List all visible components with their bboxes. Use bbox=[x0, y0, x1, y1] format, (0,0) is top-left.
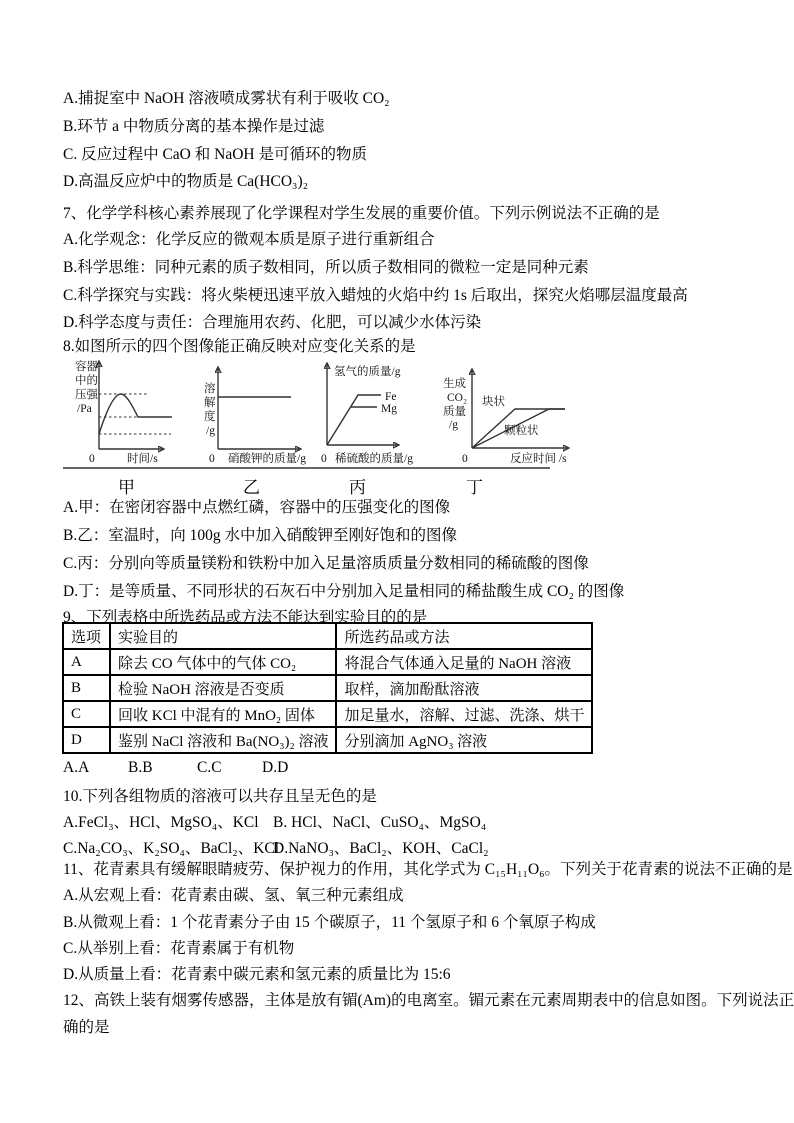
caption-ding: 丁 bbox=[466, 478, 483, 497]
q10-option-a: A.FeCl₃、HCl、MgSO₄、KCl bbox=[63, 814, 259, 831]
q6-option-c: C. 反应过程中 CaO 和 NaOH 是可循环的物质 bbox=[63, 146, 367, 163]
table-row bbox=[63, 701, 592, 727]
q10-stem: 10.下列各组物质的溶液可以共存且呈无色的是 bbox=[63, 788, 377, 805]
table-cell: D bbox=[63, 727, 110, 753]
table-header-purpose: 实验目的 bbox=[110, 623, 336, 649]
q9-answer-a: A.A bbox=[63, 759, 90, 776]
table-cell: B bbox=[63, 675, 110, 701]
yi-ylabel-1: 溶 bbox=[204, 383, 216, 395]
bing-series-mg: Mg bbox=[381, 403, 397, 415]
figure-captions bbox=[0, 473, 794, 497]
q8-option-b: B.乙：室温时，向 100g 水中加入硝酸钾至刚好饱和的图像 bbox=[63, 527, 457, 544]
graph-yi bbox=[204, 368, 306, 465]
q11-option-b: B.从微观上看：1 个花青素分子由 15 个碳原子，11 个氢原子和 6 个氧原子构成 bbox=[63, 914, 596, 931]
q7-option-b: B.科学思维：同种元素的质子数相同，所以质子数相同的微粒一定是同种元素 bbox=[63, 259, 589, 276]
q8-option-d: D.丁：是等质量、不同形状的石灰石中分别加入足量相同的稀盐酸生成 CO₂ 的图像 bbox=[63, 583, 625, 600]
q6-option-b: B.环节 a 中物质分离的基本操作是过滤 bbox=[63, 118, 325, 135]
ding-series-granular: 颗粒状 bbox=[504, 425, 539, 437]
table-row bbox=[63, 727, 592, 753]
ding-ylabel-3: 质量 bbox=[443, 406, 466, 418]
q7-option-d: D.科学态度与责任：合理施用农药、化肥，可以减少水体污染 bbox=[63, 314, 482, 331]
bing-ylabel: 氢气的质量/g bbox=[334, 366, 401, 378]
ding-ylabel-4: /g bbox=[449, 419, 458, 431]
table-cell: 分别滴加 AgNO₃ 溶液 bbox=[336, 727, 592, 753]
table-cell: 取样，滴加酚酞溶液 bbox=[336, 675, 592, 701]
ding-origin: 0 bbox=[462, 453, 468, 465]
ding-ylabel-1: 生成 bbox=[443, 378, 466, 390]
q9-table bbox=[62, 622, 593, 754]
caption-bing: 丙 bbox=[349, 478, 366, 497]
table-cell: 将混合气体通入足量的 NaOH 溶液 bbox=[336, 649, 592, 675]
jia-ylabel-4: /Pa bbox=[77, 403, 92, 415]
q6-option-d: D.高温反应炉中的物质是 Ca(HCO₃)₂ bbox=[63, 173, 309, 190]
q10-option-d: D.NaNO₃、BaCl₂、KOH、CaCl₂ bbox=[273, 840, 489, 857]
yi-ylabel-2: 解 bbox=[204, 397, 216, 409]
q8-stem: 8.如图所示的四个图像能正确反映对应变化关系的是 bbox=[63, 338, 416, 355]
caption-yi: 乙 bbox=[243, 478, 260, 497]
bing-origin: 0 bbox=[321, 453, 327, 465]
table-cell: C bbox=[63, 701, 110, 727]
q8-figure bbox=[63, 356, 573, 468]
q11-option-a: A.从宏观上看：花青素由碳、氢、氧三种元素组成 bbox=[63, 887, 404, 904]
bing-xlabel: 稀硫酸的质量/g bbox=[335, 453, 413, 465]
table-cell: 鉴别 NaCl 溶液和 Ba(NO₃)₂ 溶液 bbox=[110, 727, 336, 753]
q10-option-b: B. HCl、NaCl、CuSO₄、MgSO₄ bbox=[273, 814, 487, 831]
q9-answer-b: B.B bbox=[128, 759, 153, 776]
q11-option-c: C.从举别上看：花青素属于有机物 bbox=[63, 940, 295, 957]
ding-series-lump: 块状 bbox=[482, 396, 505, 408]
jia-ylabel-2: 中的 bbox=[75, 375, 98, 387]
graph-bing bbox=[321, 364, 413, 465]
jia-curve bbox=[99, 394, 172, 434]
q10-option-c: C.Na₂CO₃、K₂SO₄、BaCl₂、KCl bbox=[63, 840, 280, 857]
table-cell: A bbox=[63, 649, 110, 675]
q7-stem: 7、化学学科核心素养展现了化学课程对学生发展的重要价值。下列示例说法不正确的是 bbox=[63, 205, 660, 222]
ding-ylabel-2: CO₂ bbox=[447, 392, 467, 404]
yi-ylabel-3: 度 bbox=[204, 411, 216, 423]
table-header-row bbox=[63, 623, 592, 649]
jia-xlabel: 时间/s bbox=[127, 453, 158, 465]
yi-ylabel-4: /g bbox=[206, 425, 215, 437]
jia-ylabel-1: 容器 bbox=[75, 361, 98, 373]
table-row bbox=[63, 675, 592, 701]
jia-origin: 0 bbox=[89, 453, 95, 465]
q8-option-c: C.丙：分别向等质量镁粉和铁粉中加入足量溶质质量分数相同的稀硫酸的图像 bbox=[63, 555, 589, 572]
table-cell: 检验 NaOH 溶液是否变质 bbox=[110, 675, 336, 701]
q7-option-c: C.科学探究与实践：将火柴梗迅速平放入蜡烛的火焰中约 1s 后取出，探究火焰哪层温度最高 bbox=[63, 287, 688, 304]
q9-stem: 9、下列表格中所选药品或方法不能达到实验目的的是 bbox=[63, 609, 428, 626]
figure-bottom-edge bbox=[63, 467, 550, 469]
jia-ylabel-3: 压强 bbox=[75, 389, 98, 401]
graph-jia bbox=[75, 359, 172, 465]
q11-stem: 11、花青素具有缓解眼睛疲劳、保护视力的作用，其化学式为 C₁₅H₁₁O₆。下列关于花青素的说法不正确的是 bbox=[63, 861, 793, 878]
graph-ding bbox=[443, 370, 568, 465]
bing-fe-line bbox=[327, 395, 381, 445]
q9-answer-c: C.C bbox=[197, 759, 222, 776]
table-header-option: 选项 bbox=[63, 623, 110, 649]
table-cell: 加足量水，溶解、过滤、洗涤、烘干 bbox=[336, 701, 592, 727]
yi-origin: 0 bbox=[209, 453, 215, 465]
table-header-method: 所选药品或方法 bbox=[336, 623, 592, 649]
caption-jia: 甲 bbox=[118, 478, 135, 497]
q11-option-d: D.从质量上看：花青素中碳元素和氢元素的质量比为 15:6 bbox=[63, 966, 451, 983]
q9-answer-d: D.D bbox=[262, 759, 289, 776]
ding-xlabel: 反应时间 /s bbox=[510, 453, 567, 465]
q7-option-a: A.化学观念：化学反应的微观本质是原子进行重新组合 bbox=[63, 231, 435, 248]
q12-stem-line-2: 确的是 bbox=[63, 1019, 110, 1036]
yi-xlabel: 硝酸钾的质量/g bbox=[228, 453, 306, 465]
q12-stem-line-1: 12、高铁上装有烟雾传感器，主体是放有镅(Am)的电离室。镅元素在元素周期表中的信息如图。下列说法正 bbox=[63, 992, 794, 1009]
q6-option-a: A.捕捉室中 NaOH 溶液喷成雾状有利于吸收 CO₂ bbox=[63, 90, 390, 107]
bing-series-fe: Fe bbox=[385, 391, 397, 403]
q8-option-a: A.甲：在密闭容器中点燃红磷，容器中的压强变化的图像 bbox=[63, 499, 451, 516]
table-cell: 回收 KCl 中混有的 MnO₂ 固体 bbox=[110, 701, 336, 727]
table-row bbox=[63, 649, 592, 675]
table-cell: 除去 CO 气体中的气体 CO₂ bbox=[110, 649, 336, 675]
